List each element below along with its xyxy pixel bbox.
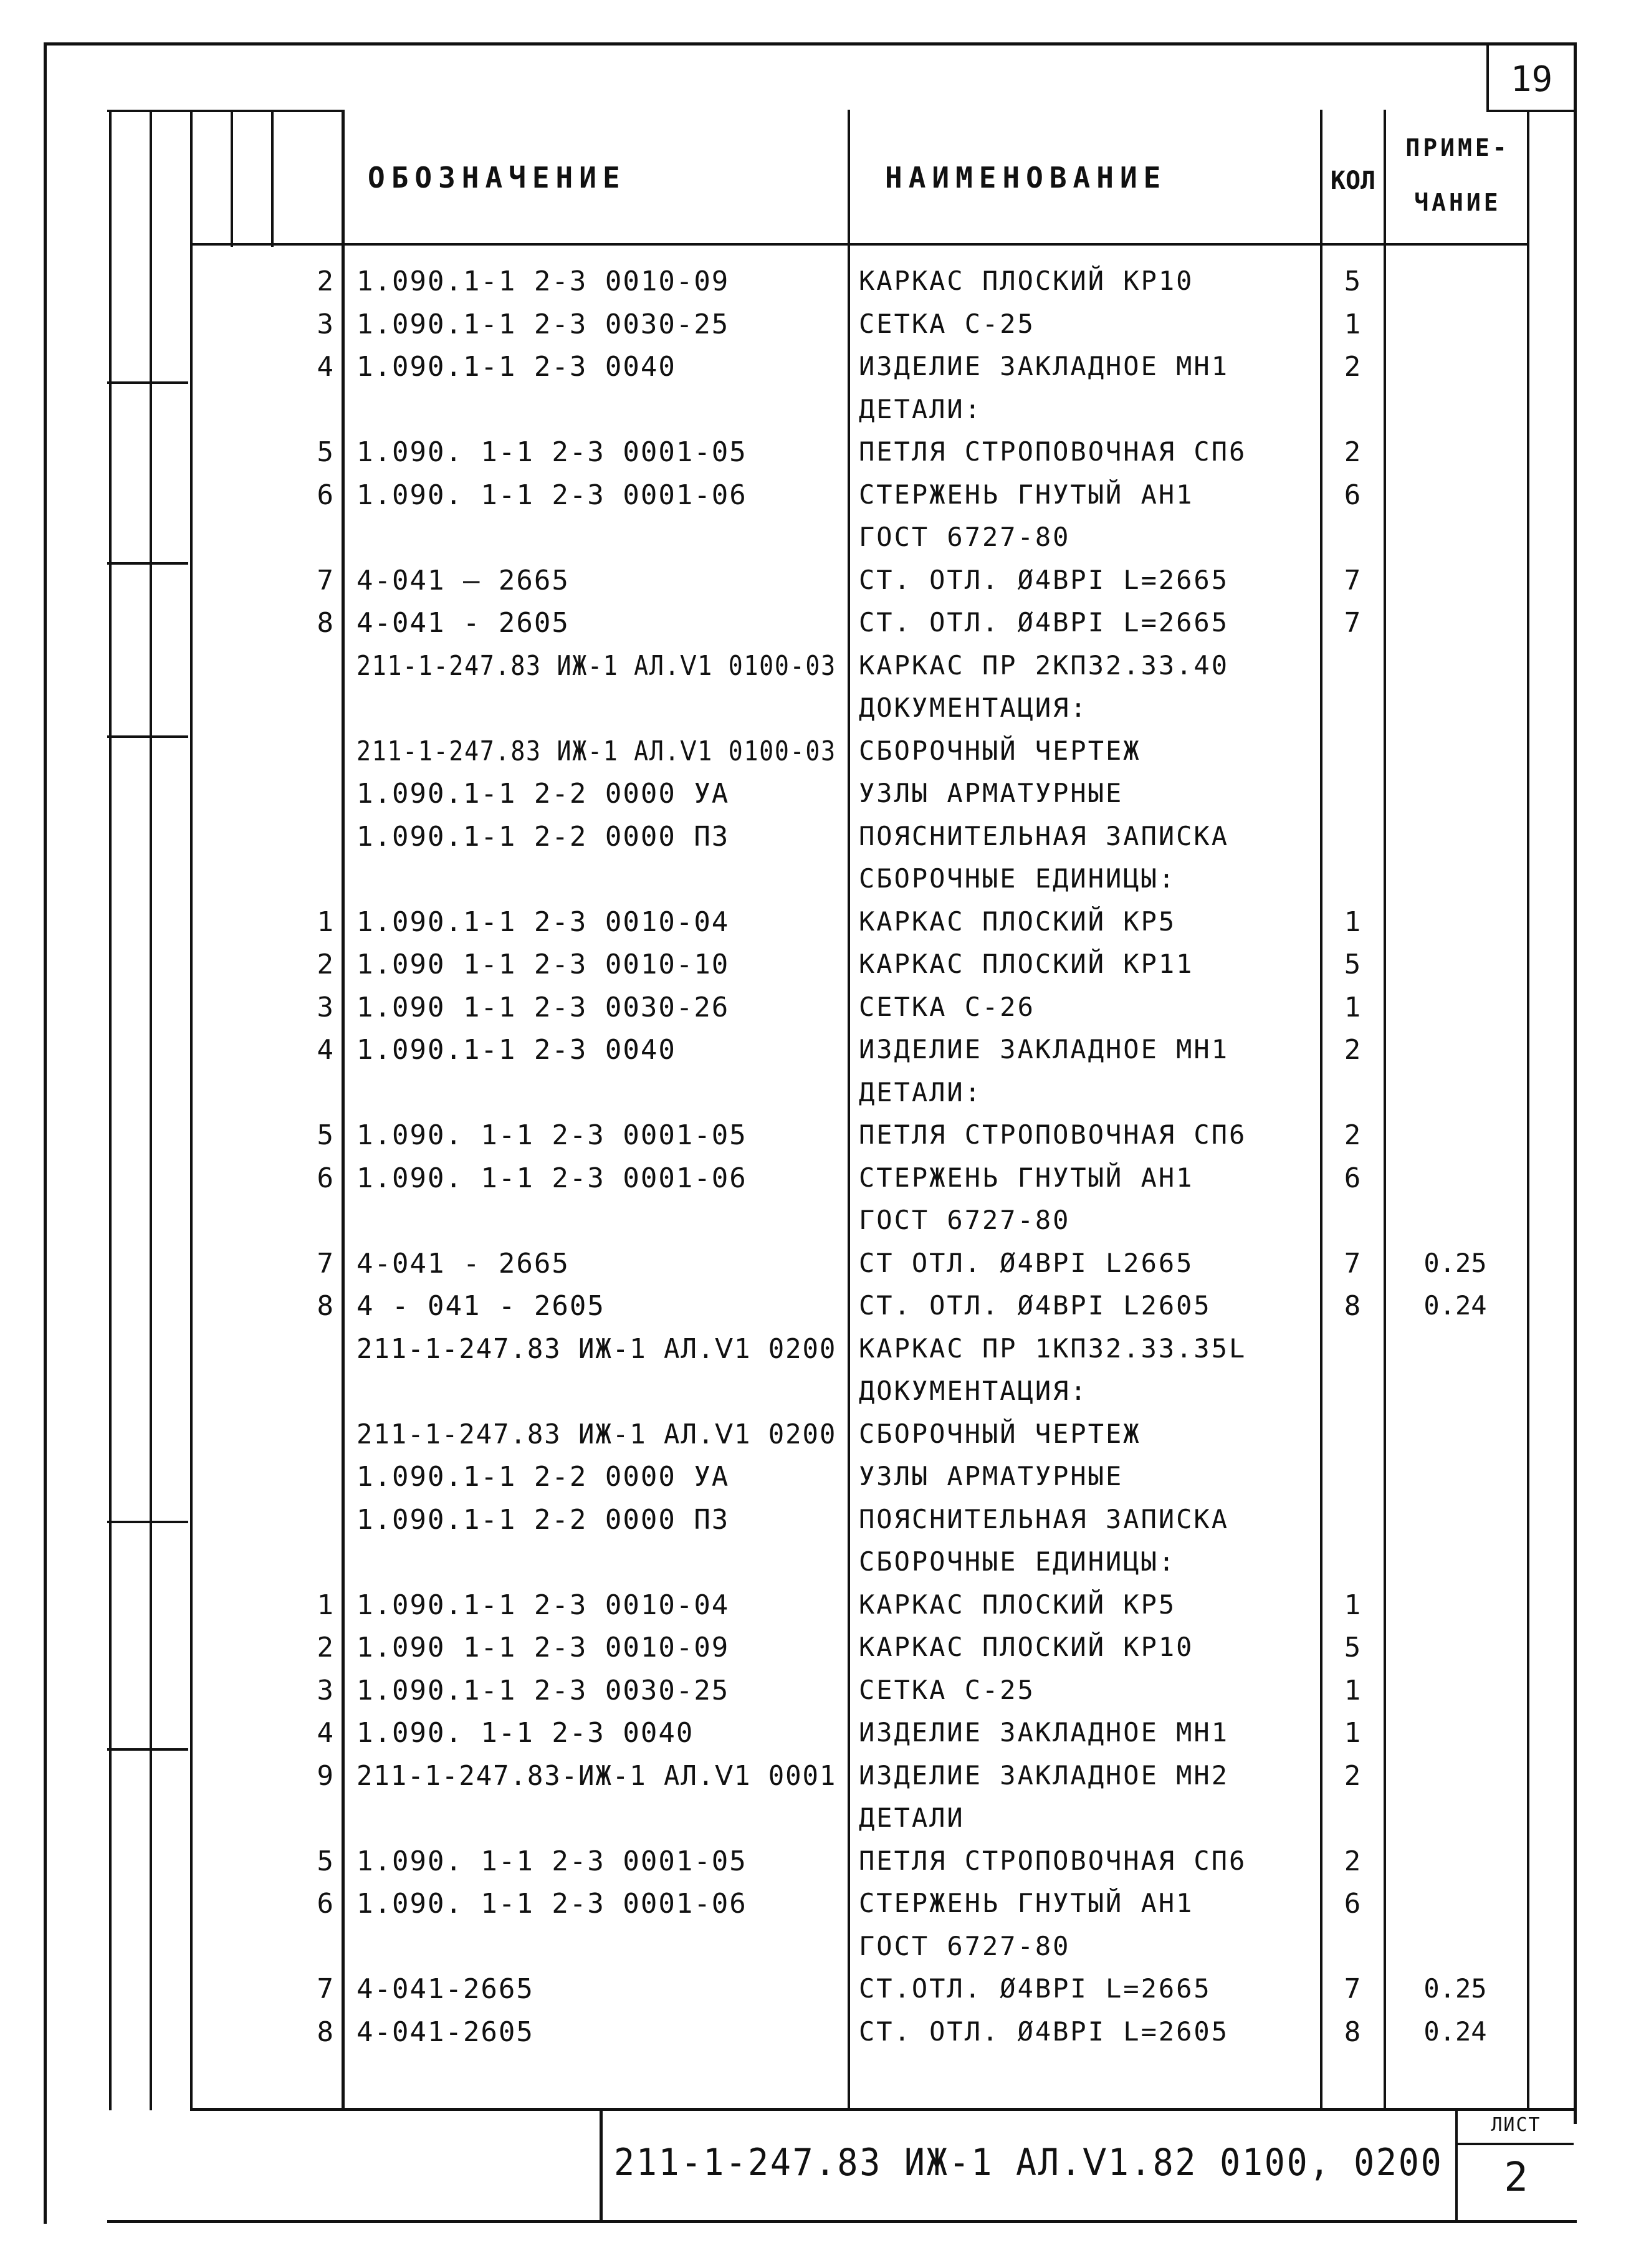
row-qty: 5	[1344, 949, 1361, 980]
table-row	[0, 1036, 1626, 1074]
table-row	[0, 396, 1626, 434]
table-row	[0, 353, 1626, 391]
row-qty: 2	[1344, 436, 1361, 468]
row-name: СБОРОЧНЫЕ ЕДИНИЦЫ:	[859, 1546, 1177, 1577]
row-designation: 211-1-247.83 ИЖ-1 АЛ.Ⅴ1 0100-03	[356, 735, 836, 767]
row-name: СБОРОЧНЫЙ ЧЕРТЕЖ	[859, 735, 1141, 766]
row-position: 6	[317, 1888, 333, 1920]
row-name: КАРКАС ПЛОСКИЙ КР11	[859, 949, 1194, 979]
row-qty: 2	[1344, 1760, 1361, 1792]
row-name: СБОРОЧНЫЙ ЧЕРТЕЖ	[859, 1419, 1141, 1449]
row-designation: 1.090.1-1 2-3 0040	[356, 351, 676, 383]
sheet-number: 2	[1504, 2155, 1528, 2201]
table-row	[0, 436, 1626, 476]
row-position: 8	[317, 607, 333, 639]
row-position: 2	[317, 266, 333, 297]
table-row	[0, 1162, 1626, 1202]
table-row	[0, 524, 1626, 562]
row-position: 8	[317, 2016, 333, 2048]
table-row	[0, 994, 1626, 1031]
table-row	[0, 1378, 1626, 1415]
row-name: ГОСТ 6727-80	[859, 1205, 1071, 1235]
row-qty: 7	[1344, 1973, 1361, 2005]
row-qty: 6	[1344, 479, 1361, 511]
row-name: СТ. ОТЛ. Ø4ВРI L2605	[859, 1290, 1212, 1321]
table-row	[0, 1463, 1626, 1501]
row-designation: 1.090. 1-1 2-3 0001-05	[356, 436, 747, 468]
row-designation: 4-041 — 2665	[356, 565, 570, 596]
row-name: ПОЯСНИТЕЛЬНАЯ ЗАПИСКА	[859, 1504, 1230, 1534]
row-qty: 7	[1344, 565, 1361, 596]
row-designation: 1.090.1-1 2-2 0000 ПЗ	[356, 821, 730, 853]
row-designation: 4 - 041 - 2605	[356, 1290, 605, 1322]
header-designation: ОБОЗНАЧЕНИЕ	[368, 161, 626, 194]
binding-strip-line-f	[107, 110, 344, 112]
row-designation: 211-1-247.83 ИЖ-1 АЛ.Ⅴ1 0100-03	[356, 650, 836, 682]
row-name: СТ. ОТЛ. Ø4ВРI L=2665	[859, 607, 1230, 638]
row-qty: 7	[1344, 607, 1361, 639]
table-row	[0, 1589, 1626, 1629]
row-position: 4	[317, 1034, 333, 1066]
row-qty: 1	[1344, 906, 1361, 938]
table-row	[0, 1546, 1626, 1586]
row-qty: 2	[1344, 351, 1361, 383]
row-designation: 211-1-247.83 ИЖ-1 АЛ.Ⅴ1 0200	[356, 1333, 837, 1365]
header-bottom-line	[190, 243, 1527, 246]
row-qty: 7	[1344, 1248, 1361, 1280]
row-designation: 211-1-247.83 ИЖ-1 АЛ.Ⅴ1 0200	[356, 1419, 837, 1450]
row-designation: 4-041 - 2605	[356, 607, 570, 639]
row-name: УЗЛЫ АРМАТУРНЫЕ	[859, 778, 1124, 808]
row-position: 3	[317, 1675, 333, 1706]
row-position: 6	[317, 479, 333, 511]
header-name: НАИМЕНОВАНИЕ	[885, 161, 1167, 194]
row-designation: 1.090. 1-1 2-3 0040	[356, 1717, 694, 1749]
row-qty: 8	[1344, 1290, 1361, 1322]
table-row	[0, 1506, 1626, 1544]
row-qty: 5	[1344, 266, 1361, 297]
row-qty: 2	[1344, 1845, 1361, 1877]
row-note: 0.25	[1423, 1973, 1487, 2004]
binding-strip-divider-2	[107, 562, 188, 565]
row-position: 5	[317, 1845, 333, 1877]
page-number: 19	[1510, 59, 1553, 100]
table-row	[0, 780, 1626, 818]
row-position: 1	[317, 1589, 333, 1621]
table-row	[0, 607, 1626, 647]
title-block-bottom	[107, 2220, 1577, 2223]
row-name: ДОКУМЕНТАЦИЯ:	[859, 692, 1088, 723]
title-block-doc-code: 211-1-247.83 ИЖ-1 АЛ.Ⅴ1.82 0100, 0200	[614, 2141, 1443, 2184]
row-designation: 1.090. 1-1 2-3 0001-06	[356, 479, 747, 511]
table-row	[0, 311, 1626, 348]
row-designation: 211-1-247.83-ИЖ-1 АЛ.Ⅴ1 0001	[356, 1760, 837, 1792]
row-designation: 1.090.1-1 2-2 0000 УА	[356, 778, 730, 810]
row-name: КАРКАС ПР 2КП32.33.40	[859, 650, 1230, 681]
row-designation: 1.090.1-1 2-2 0000 ПЗ	[356, 1504, 730, 1536]
binding-strip-line-e	[271, 110, 274, 247]
table-row	[0, 692, 1626, 732]
row-name: ПЕТЛЯ СТРОПОВОЧНАЯ СП6	[859, 1845, 1247, 1876]
row-designation: 1.090. 1-1 2-3 0001-06	[356, 1162, 747, 1194]
sheet-box-left	[1455, 2108, 1458, 2223]
table-row	[0, 1802, 1626, 1842]
table-row	[0, 1207, 1626, 1245]
table-row	[0, 1677, 1626, 1715]
row-name: ДЕТАЛИ:	[859, 1077, 983, 1108]
table-row	[0, 1079, 1626, 1117]
row-position: 3	[317, 309, 333, 340]
row-qty: 2	[1344, 1034, 1361, 1066]
row-name: УЗЛЫ АРМАТУРНЫЕ	[859, 1461, 1124, 1491]
row-qty: 1	[1344, 1675, 1361, 1706]
header-note-line1: ПРИМЕ-	[1405, 134, 1510, 161]
row-designation: 1.090. 1-1 2-3 0001-05	[356, 1119, 747, 1151]
table-row	[0, 1933, 1626, 1971]
row-name: ДЕТАЛИ:	[859, 394, 983, 424]
row-qty: 1	[1344, 992, 1361, 1023]
row-name: СТ ОТЛ. Ø4ВРI L2665	[859, 1248, 1194, 1278]
row-name: ИЗДЕЛИЕ ЗАКЛАДНОЕ МН1	[859, 351, 1230, 381]
table-row	[0, 951, 1626, 988]
row-name: СТЕРЖЕНЬ ГНУТЫЙ АН1	[859, 1888, 1194, 1918]
page-number-box-bottom	[1486, 110, 1577, 112]
table-row	[0, 1760, 1626, 1800]
row-qty: 6	[1344, 1888, 1361, 1920]
row-designation: 4-041 - 2665	[356, 1248, 570, 1280]
row-position: 6	[317, 1162, 333, 1194]
row-name: ДОКУМЕНТАЦИЯ:	[859, 1376, 1088, 1406]
row-name: ИЗДЕЛИЕ ЗАКЛАДНОЕ МН1	[859, 1034, 1230, 1065]
row-note: 0.24	[1423, 1290, 1487, 1321]
title-block-top	[190, 2108, 1574, 2111]
row-designation: 1.090.1-1 2-2 0000 УА	[356, 1461, 730, 1493]
row-name: КАРКАС ПЛОСКИЙ КР5	[859, 1589, 1177, 1620]
row-position: 5	[317, 436, 333, 468]
page-number-box-left	[1486, 42, 1489, 112]
row-name: СТЕРЖЕНЬ ГНУТЫЙ АН1	[859, 1162, 1194, 1193]
sheet-label: ЛИСТ	[1491, 2114, 1541, 2136]
table-row	[0, 823, 1626, 861]
row-qty: 5	[1344, 1632, 1361, 1663]
row-position: 1	[317, 906, 333, 938]
sheet-box-mid	[1455, 2143, 1574, 2145]
row-note: 0.24	[1423, 2016, 1487, 2047]
row-position: 4	[317, 351, 333, 383]
row-position: 7	[317, 1248, 333, 1280]
row-note: 0.25	[1423, 1248, 1487, 1278]
table-row	[0, 479, 1626, 519]
table-row	[0, 1290, 1626, 1330]
outer-frame-top	[44, 42, 1577, 45]
row-position: 2	[317, 949, 333, 980]
row-name: КАРКАС ПЛОСКИЙ КР5	[859, 906, 1177, 937]
row-position: 8	[317, 1290, 333, 1322]
row-name: СТ. ОТЛ. Ø4ВРI L=2605	[859, 2016, 1230, 2047]
row-name: ПЕТЛЯ СТРОПОВОЧНАЯ СП6	[859, 436, 1247, 467]
row-designation: 1.090.1-1 2-3 0010-09	[356, 266, 730, 297]
row-position: 4	[317, 1717, 333, 1749]
row-name: КАРКАС ПЛОСКИЙ КР10	[859, 266, 1194, 296]
row-name: СЕТКА С-25	[859, 1675, 1035, 1705]
table-row	[0, 1973, 1626, 2013]
row-position: 5	[317, 1119, 333, 1151]
row-name: ИЗДЕЛИЕ ЗАКЛАДНОЕ МН1	[859, 1717, 1230, 1748]
table-row	[0, 735, 1626, 775]
row-designation: 1.090. 1-1 2-3 0001-05	[356, 1845, 747, 1877]
row-name: ПОЯСНИТЕЛЬНАЯ ЗАПИСКА	[859, 821, 1230, 851]
row-name: СБОРОЧНЫЕ ЕДИНИЦЫ:	[859, 863, 1177, 894]
table-row	[0, 1250, 1626, 1288]
table-row	[0, 863, 1626, 903]
row-qty: 1	[1344, 1589, 1361, 1621]
row-name: ГОСТ 6727-80	[859, 522, 1071, 552]
row-designation: 1.090 1-1 2-3 0030-26	[356, 992, 730, 1023]
table-row	[0, 268, 1626, 305]
row-name: ПЕТЛЯ СТРОПОВОЧНАЯ СП6	[859, 1119, 1247, 1150]
row-qty: 8	[1344, 2016, 1361, 2048]
row-position: 2	[317, 1632, 333, 1663]
row-qty: 2	[1344, 1119, 1361, 1151]
row-name: СТ.ОТЛ. Ø4ВРI L=2665	[859, 1973, 1212, 2004]
header-note-line2: ЧАНИЕ	[1414, 189, 1501, 216]
table-row	[0, 1717, 1626, 1757]
row-name: СТ. ОТЛ. Ø4ВРI L=2665	[859, 565, 1230, 595]
row-name: КАРКАС ПЛОСКИЙ КР10	[859, 1632, 1194, 1662]
row-designation: 1.090. 1-1 2-3 0001-06	[356, 1888, 747, 1920]
table-row	[0, 1333, 1626, 1373]
table-row	[0, 1119, 1626, 1159]
table-row	[0, 2016, 1626, 2056]
row-designation: 1.090.1-1 2-3 0010-04	[356, 906, 730, 938]
row-name: КАРКАС ПР 1КП32.33.35L	[859, 1333, 1247, 1364]
row-name: СТЕРЖЕНЬ ГНУТЫЙ АН1	[859, 479, 1194, 510]
title-block-divider	[600, 2108, 603, 2223]
row-name: ИЗДЕЛИЕ ЗАКЛАДНОЕ МН2	[859, 1760, 1230, 1791]
table-row	[0, 650, 1626, 690]
table-row	[0, 1890, 1626, 1928]
row-designation: 1.090 1-1 2-3 0010-09	[356, 1632, 730, 1663]
table-row	[0, 1634, 1626, 1672]
row-designation: 1.090.1-1 2-3 0030-25	[356, 309, 730, 340]
row-qty: 6	[1344, 1162, 1361, 1194]
binding-strip-line-d	[231, 110, 233, 247]
row-position: 3	[317, 992, 333, 1023]
row-designation: 1.090.1-1 2-3 0040	[356, 1034, 676, 1066]
table-row	[0, 1845, 1626, 1885]
row-name: ДЕТАЛИ	[859, 1802, 965, 1833]
row-designation: 1.090.1-1 2-3 0030-25	[356, 1675, 730, 1706]
row-designation: 1.090.1-1 2-3 0010-04	[356, 1589, 730, 1621]
row-designation: 4-041-2665	[356, 1973, 534, 2005]
row-position: 7	[317, 565, 333, 596]
row-name: СЕТКА С-25	[859, 309, 1035, 339]
table-row	[0, 1421, 1626, 1458]
header-qty: КОЛ	[1330, 166, 1376, 195]
row-name: ГОСТ 6727-80	[859, 1931, 1071, 1961]
row-qty: 1	[1344, 1717, 1361, 1749]
row-position: 7	[317, 1973, 333, 2005]
table-row	[0, 567, 1626, 605]
row-designation: 1.090 1-1 2-3 0010-10	[356, 949, 730, 980]
table-row	[0, 906, 1626, 946]
row-designation: 4-041-2605	[356, 2016, 534, 2048]
row-qty: 1	[1344, 309, 1361, 340]
row-name: СЕТКА С-26	[859, 992, 1035, 1022]
row-position: 9	[317, 1760, 333, 1792]
